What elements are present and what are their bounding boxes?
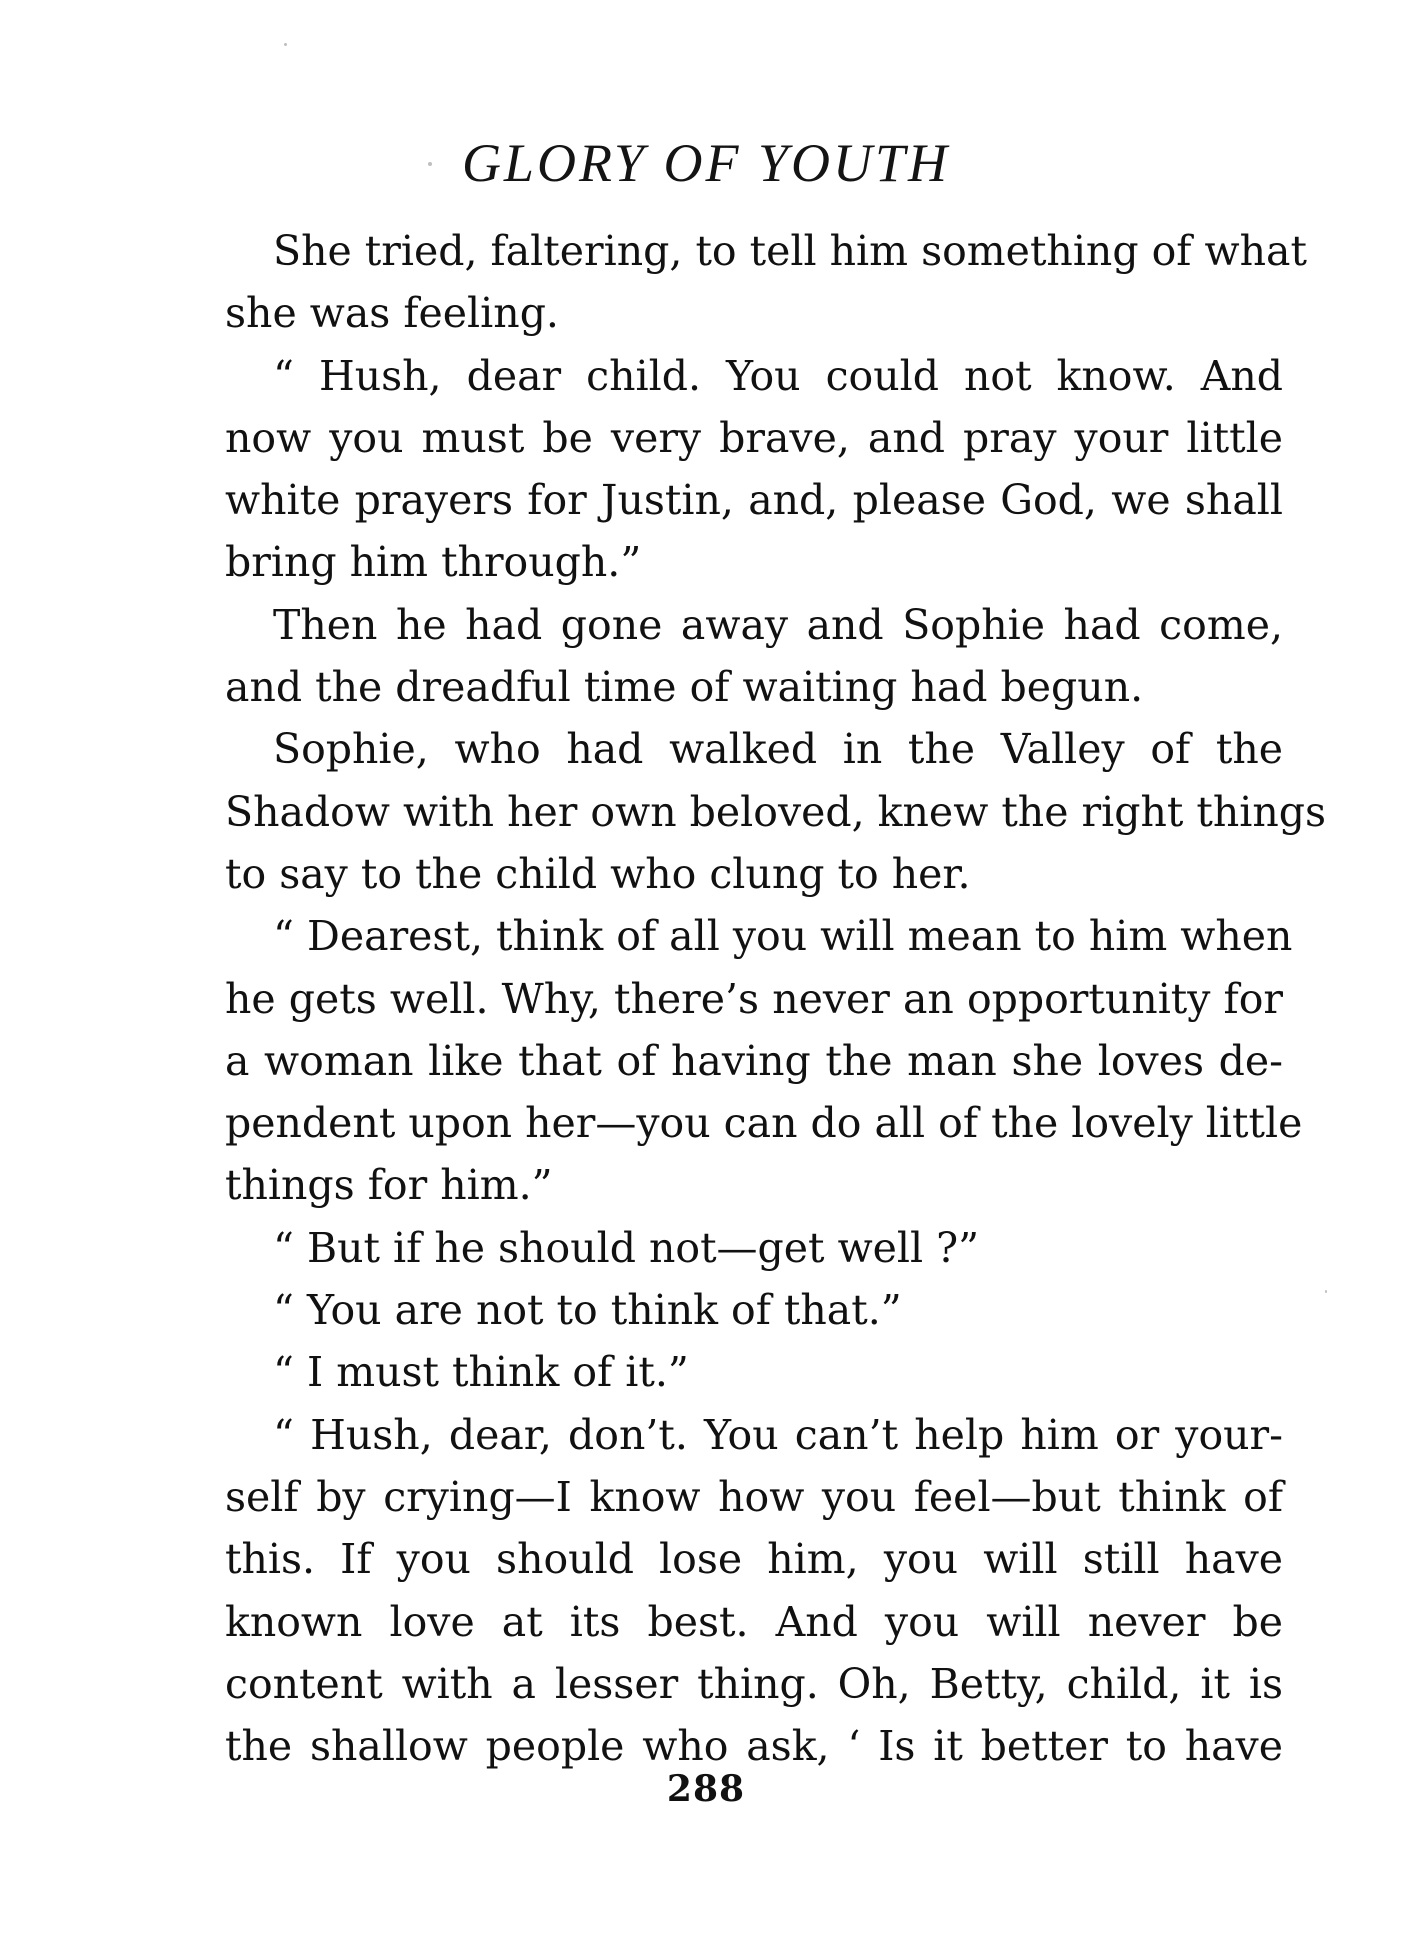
paragraph xyxy=(225,1404,1283,1778)
text-line: Then he had gone away and Sophie had come, xyxy=(273,600,1283,649)
text-line: known love at its best. And you will never be xyxy=(225,1597,1283,1646)
text-line: this. If you should lose him, you will still have xyxy=(225,1535,1283,1584)
paragraph xyxy=(225,345,1283,594)
text-line: a woman like that of having the man she loves de- xyxy=(225,1036,1283,1085)
text-line: bring him through.” xyxy=(225,538,642,587)
paragraph xyxy=(225,594,1283,719)
running-head: GLORY OF YOUTH xyxy=(461,133,951,193)
body-text xyxy=(225,220,1327,1777)
paper-speck xyxy=(1325,1290,1327,1293)
text-line: she was feeling. xyxy=(225,289,559,338)
text-line: to say to the child who clung to her. xyxy=(225,849,971,898)
paragraph xyxy=(225,1341,1283,1403)
text-line: “ Hush, dear child. You could not know. And xyxy=(273,351,1283,400)
text-line: self by crying—I know how you feel—but think of xyxy=(225,1472,1283,1521)
text-line: Sophie, who had walked in the Valley of the xyxy=(273,725,1283,774)
paper-speck xyxy=(428,162,432,166)
text-line: pendent upon her—you can do all of the lovely little xyxy=(225,1099,1303,1148)
text-line: the shallow people who ask, ‘ Is it better to have xyxy=(225,1722,1283,1771)
text-line: “ But if he should not—get well ?” xyxy=(273,1223,980,1272)
text-line: white prayers for Justin, and, please God, we shall xyxy=(225,476,1283,525)
paragraph xyxy=(225,1279,1283,1341)
text-line: “ Hush, dear, don’t. You can’t help him or your- xyxy=(273,1410,1283,1459)
text-line: She tried, faltering, to tell him something of what xyxy=(273,227,1307,275)
text-line: “ I must think of it.” xyxy=(273,1348,689,1397)
text-line: “ You are not to think of that.” xyxy=(273,1286,902,1335)
text-line: content with a lesser thing. Oh, Betty, child, it is xyxy=(225,1659,1283,1708)
text-line: Shadow with her own beloved, knew the right things xyxy=(225,787,1327,836)
text-line: and the dreadful time of waiting had begun. xyxy=(225,663,1144,712)
paragraph xyxy=(225,1217,1283,1279)
text-line: he gets well. Why, there’s never an opportunity for xyxy=(225,974,1283,1023)
paper-speck xyxy=(284,43,287,46)
page-number: 288 xyxy=(666,1768,746,1810)
text-line: “ Dearest, think of all you will mean to him when xyxy=(273,912,1293,961)
paragraph xyxy=(225,905,1303,1216)
paragraph xyxy=(225,718,1327,905)
text-line: things for him.” xyxy=(225,1161,553,1210)
paragraph xyxy=(225,220,1307,345)
text-line: now you must be very brave, and pray your little xyxy=(225,413,1283,462)
